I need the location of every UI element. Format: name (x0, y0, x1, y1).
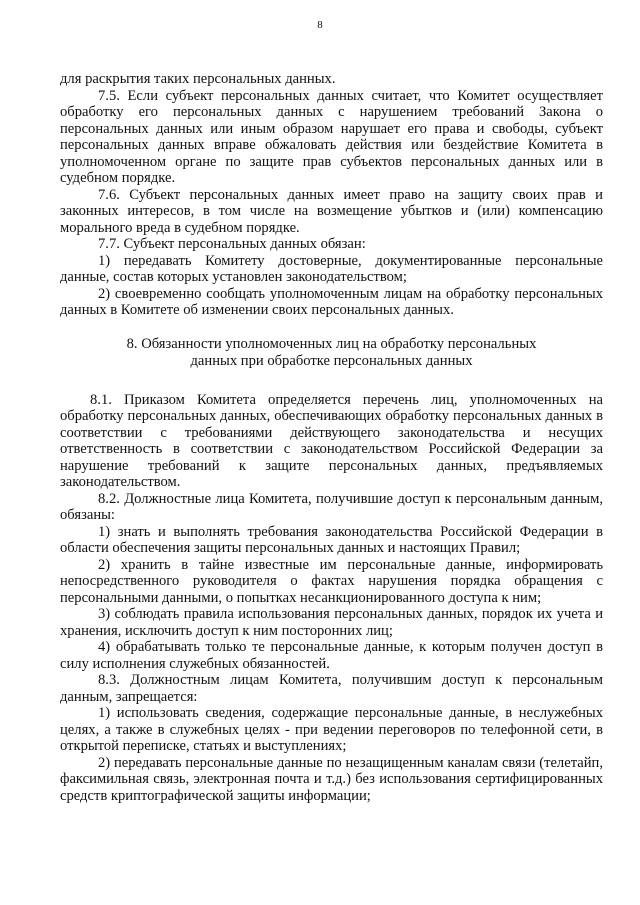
paragraph-7-6: 7.6. Субъект персональных данных имеет право на защиту своих прав и законных интересов, в том числе на возмещение убытков и (или) компенсацию морального вреда в судебном порядке. (60, 186, 603, 236)
paragraph-8-2-item-1: 1) знать и выполнять требования законодательства Российской Федерации в области обеспечения защиты персональных данных и настоящих Правил; (60, 523, 603, 556)
paragraph-8-3-item-2: 2) передавать персональные данные по незащищенным каналам связи (телетайп, факсимильная связь, электронная почта и т.д.) без использования сертифицированных средств криптографической защиты информации; (60, 754, 603, 804)
paragraph-8-2-item-3: 3) соблюдать правила использования персональных данных, порядок их учета и хранения, исключить доступ к ним посторонних лиц; (60, 606, 603, 639)
paragraph-8-3-item-1: 1) использовать сведения, содержащие персональные данные, в неслужебных целях, а также в служебных целях - при ведении переговоров по телефонной сети, в открытой переписке, статьях и выступлениях; (60, 705, 603, 754)
paragraph-8-2-item-4: 4) обрабатывать только те персональные данные, к которым получен доступ в силу исполнения служебных обязанностей. (60, 639, 603, 672)
paragraph-8-3: 8.3. Должностным лицам Комитета, получившим доступ к персональным данным, запрещается: (60, 672, 603, 705)
paragraph-7-7-item-1: 1) передавать Комитету достоверные, документированные персональные данные, состав которых установлен законодательством; (60, 252, 603, 285)
paragraph-8-2: 8.2. Должностные лица Комитета, получившие доступ к персональным данным, обязаны: (60, 490, 603, 523)
paragraph-continuation: для раскрытия таких персональных данных. (60, 71, 336, 87)
paragraph-7-5: 7.5. Если субъект персональных данных считает, что Комитет осуществляет обработку его персональных данных с нарушением требований Закона о персональных данных или иным образом нарушает его права и свободы, субъект персональных данных вправе обжаловать действия или бездействие Комитета в уполномоченном органе по защите прав субъектов персональных данных или в судебном порядке. (60, 87, 603, 186)
paragraph-7-7: 7.7. Субъект персональных данных обязан: (98, 236, 366, 252)
paragraph-8-2-item-2: 2) хранить в тайне известные им персональные данные, информировать непосредственного руководителя о фактах нарушения порядка обращения с персональными данными, о попытках несанкционированного доступа к ним; (60, 556, 603, 606)
paragraph-8-1: 8.1. Приказом Комитета определяется перечень лиц, уполномоченных на обработку персональных данных, обеспечивающих обработку персональных данных в соответствии с требованиями действующего законодательства и несущих ответственность в соответствии с законодательством Российской Федерации за нарушение требований к защите персональных данных, предъявляемых законодательством. (60, 391, 603, 490)
page-number: 8 (317, 19, 323, 31)
paragraph-7-7-item-2: 2) своевременно сообщать уполномоченным лицам на обработку персональных данных в Комитете об изменении своих персональных данных. (60, 285, 603, 318)
section-heading-8-line-1: 8. Обязанности уполномоченных лиц на обработку персональных (126, 335, 537, 352)
section-heading-8-line-2: данных при обработке персональных данных (190, 352, 473, 369)
document-body (60, 71, 603, 804)
section-heading-8 (60, 336, 603, 370)
